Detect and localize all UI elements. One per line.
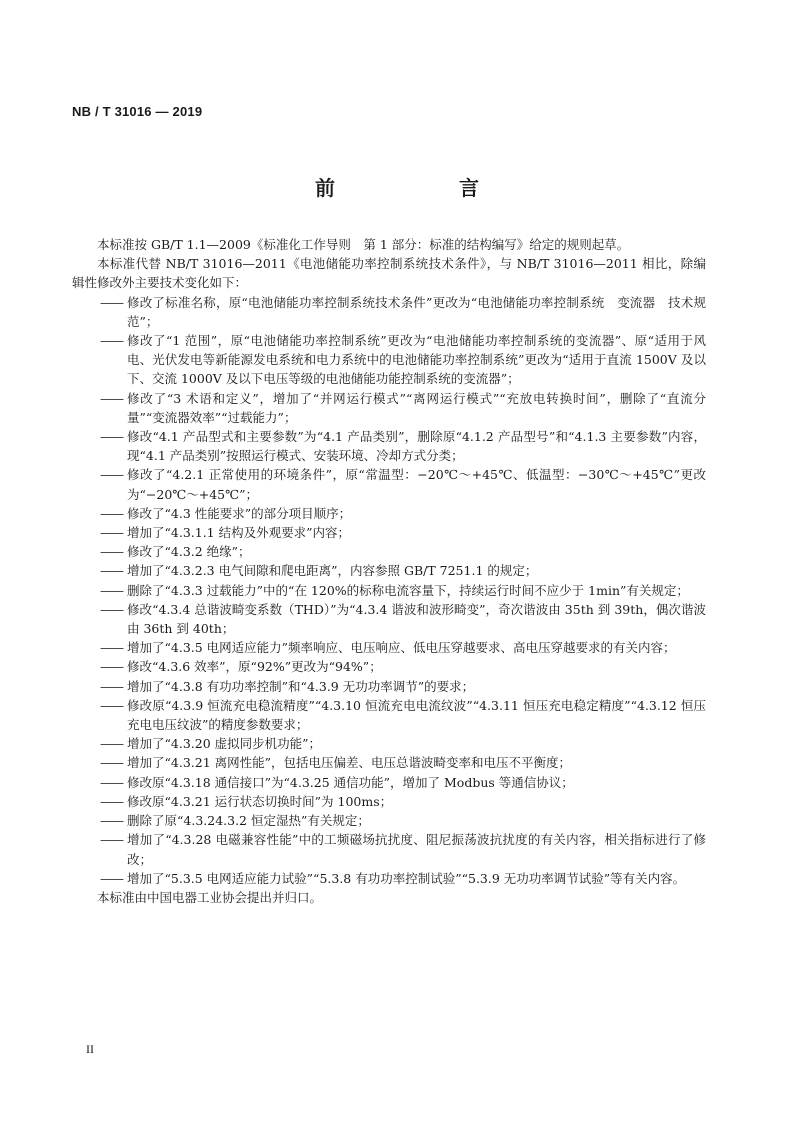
list-item-text: 修改了“4.2.1 正常使用的环境条件”，原“常温型：−20℃～+45℃、低温型：−30℃～+45℃”更改为“−20℃～+45℃”； xyxy=(127,467,706,502)
dash-marker: —— xyxy=(100,832,123,848)
dash-marker: —— xyxy=(100,678,123,694)
list-item xyxy=(72,869,706,888)
dash-marker: —— xyxy=(100,793,123,809)
list-item-text: 修改原“4.3.21 运行状态切换时间”为 100ms； xyxy=(127,793,393,809)
dash-marker: —— xyxy=(100,640,123,656)
list-item xyxy=(72,427,706,465)
list-item xyxy=(72,542,706,561)
list-item xyxy=(72,581,706,600)
list-item-text: 增加了“4.3.28 电磁兼容性能”中的工频磁场抗扰度、阻尼振荡波抗扰度的有关内容，相关指标进行了修改； xyxy=(127,832,706,867)
dash-marker: —— xyxy=(100,333,123,349)
list-item-text: 增加了“4.3.2.3 电气间隙和爬电距离”，内容参照 GB/T 7251.1 的规定； xyxy=(127,563,538,579)
list-item-text: 增加了“4.3.8 有功功率控制”和“4.3.9 无功功率调节”的要求； xyxy=(127,678,475,694)
list-item xyxy=(72,830,706,868)
list-item xyxy=(72,773,706,792)
list-item xyxy=(72,677,706,696)
dash-marker: —— xyxy=(100,544,123,560)
list-item xyxy=(72,600,706,638)
list-item-text: 修改了标准名称，原“电池储能功率控制系统技术条件”更改为“电池储能功率控制系统 变流器 技术规范”； xyxy=(127,294,706,329)
standard-number: NB / T 31016 — 2019 xyxy=(72,104,203,119)
list-item xyxy=(72,792,706,811)
list-item xyxy=(72,811,706,830)
list-item-text: 修改原“4.3.9 恒流充电稳流精度”“4.3.10 恒流充电电流纹波”“4.3.11 恒压充电稳定精度”“4.3.12 恒压充电电压纹波”的精度参数要求； xyxy=(127,697,706,733)
dash-marker: —— xyxy=(100,736,123,752)
list-item xyxy=(72,734,706,753)
list-item-text: 增加了“4.3.5 电网适应能力”频率响应、电压响应、低电压穿越要求、高电压穿越要求的有关内容； xyxy=(127,640,676,656)
list-item-text: 修改原“4.3.18 通信接口”为“4.3.25 通信功能”，增加了 Modbus 等通信协议； xyxy=(127,774,574,790)
list-item-text: 增加了“4.3.20 虚拟同步机功能”； xyxy=(127,736,322,752)
dash-marker: —— xyxy=(100,697,123,713)
dash-marker: —— xyxy=(100,813,123,829)
technical-changes-list xyxy=(72,293,706,888)
intro-paragraph-1: 本标准按 GB/T 1.1—2009《标准化工作导则 第 1 部分：标准的结构编写》给定的规则起草。 xyxy=(97,237,630,252)
list-item-text: 删除了“4.3.3 过载能力”中的“在 120%的标称电流容量下，持续运行时间不应少于 1min”有关规定； xyxy=(127,582,689,598)
list-item-text: 修改了“4.3 性能要求”的部分项目顺序； xyxy=(127,505,352,521)
closing-paragraph: 本标准由中国电器工业协会提出并归口。 xyxy=(97,889,323,905)
dash-marker: —— xyxy=(100,429,123,445)
list-item xyxy=(72,293,706,331)
dash-marker: —— xyxy=(100,563,123,579)
page-title: 前 言 xyxy=(315,176,507,200)
dash-marker: —— xyxy=(100,467,123,483)
list-item-text: 修改了“4.3.2 绝缘”； xyxy=(127,544,251,560)
dash-marker: —— xyxy=(100,659,123,675)
list-item xyxy=(72,696,706,734)
dash-marker: —— xyxy=(100,774,123,790)
dash-marker: —— xyxy=(100,755,123,771)
dash-marker: —— xyxy=(100,525,123,541)
list-item-text: 修改了“1 范围”，原“电池储能功率控制系统”更改为“电池储能功率控制系统的变流器”、原“适用于风电、光伏发电等新能源发电系统和电力系统中的电池储能功率控制系统”更改为“适用于直流 1500V 及以下、交流 1000V 及以下电压等级的电池储能功能控制系统的变流器”； xyxy=(127,333,706,387)
list-item-text: 修改“4.3.6 效率”，原“92%”更改为“94%”； xyxy=(127,659,382,675)
list-item-text: 删除了原“4.3.24.3.2 恒定湿热”有关规定； xyxy=(127,813,370,829)
foreword-body xyxy=(72,235,706,907)
list-item-text: 增加了“4.3.21 离网性能”，包括电压偏差、电压总谐波畸变率和电压不平衡度； xyxy=(127,755,572,771)
dash-marker: —— xyxy=(100,582,123,598)
intro-paragraph-2: 本标准代替 NB/T 31016—2011《电池储能功率控制系统技术条件》，与 NB/T 31016—2011 相比，除编辑性修改外主要技术变化如下： xyxy=(72,256,706,291)
list-item-text: 增加了“5.3.5 电网适应能力试验”“5.3.8 有功功率控制试验”“5.3.9 无功功率调节试验”等有关内容。 xyxy=(127,870,686,886)
dash-marker: —— xyxy=(100,390,123,406)
list-item-text: 修改了“3 术语和定义”，增加了“并网运行模式”“离网运行模式”“充放电转换时间”，删除了“直流分量”“变流器效率”“过载能力”； xyxy=(127,390,706,425)
list-item xyxy=(72,638,706,657)
list-item xyxy=(72,504,706,523)
list-item-text: 修改“4.3.4 总谐波畸变系数（THD）”为“4.3.4 谐波和波形畸变”，奇次谐波由 35th 到 39th，偶次谐波由 36th 到 40th； xyxy=(127,601,706,637)
list-item-text: 增加了“4.3.1.1 结构及外观要求”内容； xyxy=(127,525,350,541)
list-item-text: 修改“4.1 产品型式和主要参数”为“4.1 产品类别”，删除原“4.1.2 产品型号”和“4.1.3 主要参数”内容，现“4.1 产品类别”按照运行模式、安装环境、冷却方式分类； xyxy=(127,429,706,464)
dash-marker: —— xyxy=(100,601,123,617)
list-item xyxy=(72,561,706,580)
dash-marker: —— xyxy=(100,505,123,521)
list-item xyxy=(72,331,706,389)
list-item xyxy=(72,523,706,542)
list-item xyxy=(72,465,706,503)
list-item xyxy=(72,753,706,772)
list-item xyxy=(72,389,706,427)
dash-marker: —— xyxy=(100,870,123,886)
dash-marker: —— xyxy=(100,294,123,310)
page-number: II xyxy=(86,1042,94,1056)
list-item xyxy=(72,657,706,676)
